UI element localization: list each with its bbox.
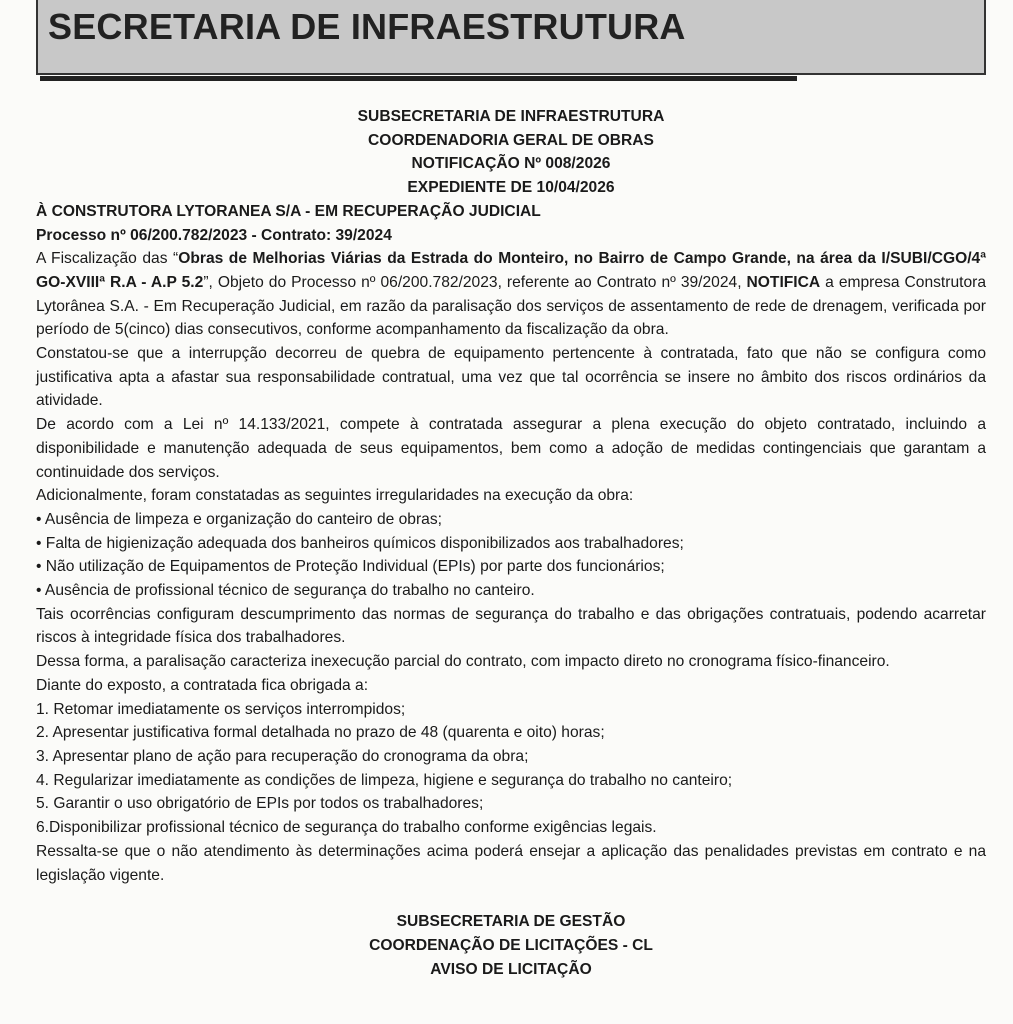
page-title: SECRETARIA DE INFRAESTRUTURA bbox=[48, 6, 686, 47]
list-item: 5. Garantir o uso obrigatório de EPIs por todos os trabalhadores; bbox=[36, 795, 484, 813]
list-item: 3. Apresentar plano de ação para recuperação do cronograma da obra; bbox=[36, 747, 529, 765]
expediente-date: EXPEDIENTE DE 10/04/2026 bbox=[407, 179, 615, 197]
p1-text-c: ”, Objeto do Processo nº 06/200.782/2023, referente ao Contrato nº 39/2024, bbox=[203, 273, 747, 291]
list-item: 2. Apresentar justificativa formal detalhada no prazo de 48 (quarenta e oito) horas; bbox=[36, 724, 605, 742]
subsecretaria-heading: SUBSECRETARIA DE INFRAESTRUTURA bbox=[357, 108, 665, 125]
paragraph-tais: Tais ocorrências configuram descumprimento das normas de segurança do trabalho e das obrigações contratuais, podendo acarretar riscos à integridade física dos trabalhadores. bbox=[36, 605, 986, 647]
list-item: 4. Regularizar imediatamente as condições de limpeza, higiene e segurança do trabalho no canteiro; bbox=[36, 771, 733, 789]
header-underline bbox=[40, 76, 797, 81]
aviso-heading: AVISO DE LICITAÇÃO bbox=[430, 960, 592, 978]
list-item: • Ausência de profissional técnico de segurança do trabalho no canteiro. bbox=[36, 582, 535, 600]
paragraph-adicionalmente: Adicionalmente, foram constatadas as seguintes irregularidades na execução da obra: bbox=[36, 487, 634, 505]
p1-obra-name: Obras de Melhorias Viárias da Estrada do Monteiro, no Bairro de Campo Grande, na área da I/SUBI/CGO/4ª GO-XVIIIª R.A - A.P 5.2 bbox=[36, 250, 986, 291]
addressee: À CONSTRUTORA LYTORANEA S/A - EM RECUPERAÇÃO JUDICIAL bbox=[36, 202, 541, 220]
p1-text-a: A Fiscalização das “ bbox=[36, 250, 179, 268]
licitacoes-heading: COORDENAÇÃO DE LICITAÇÕES - CL bbox=[369, 936, 653, 954]
paragraph-constatou: Constatou-se que a interrupção decorreu de quebra de equipamento pertencente à contratada, fato que não se configura como justificativa apta a afastar sua responsabilidade contratual, uma vez que tal ocorrência se insere no âmbito dos riscos ordinários da atividade. bbox=[36, 345, 986, 410]
notificacao-number: NOTIFICAÇÃO Nº 008/2026 bbox=[411, 155, 611, 173]
paragraph-dessa-forma: Dessa forma, a paralisação caracteriza inexecução parcial do contrato, com impacto direto no cronograma físico-financeiro. bbox=[36, 653, 890, 671]
paragraph-fiscalizacao bbox=[36, 247, 986, 342]
header-box bbox=[36, 0, 986, 75]
paragraph-diante: Diante do exposto, a contratada fica obrigada a: bbox=[36, 676, 369, 694]
p1-notifica: NOTIFICA bbox=[746, 273, 821, 291]
section-gap bbox=[36, 887, 986, 910]
list-item: • Falta de higienização adequada dos banheiros químicos disponibilizados aos trabalhadores; bbox=[36, 534, 684, 552]
paragraph-lei: De acordo com a Lei nº 14.133/2021, compete à contratada assegurar a plena execução do objeto contratado, incluindo a disponibilidade e manutenção adequada de seus equipamentos, bem como a adoção de medidas contingenciais que garantam a continuidade dos serviços. bbox=[36, 416, 986, 481]
list-item: • Não utilização de Equipamentos de Proteção Individual (EPIs) por parte dos funcionários; bbox=[36, 558, 665, 576]
process-number: Processo nº 06/200.782/2023 - Contrato: 39/2024 bbox=[36, 226, 392, 244]
list-item: 6.Disponibilizar profissional técnico de segurança do trabalho conforme exigências legais. bbox=[36, 819, 657, 837]
list-item: • Ausência de limpeza e organização do canteiro de obras; bbox=[36, 510, 442, 528]
notice-body bbox=[36, 105, 986, 981]
paragraph-ressalta: Ressalta-se que o não atendimento às determinações acima poderá ensejar a aplicação das penalidades previstas em contrato e na legislação vigente. bbox=[36, 842, 986, 884]
gestao-heading: SUBSECRETARIA DE GESTÃO bbox=[396, 913, 626, 931]
p1-text-e: a empresa Construtora Lytorânea S.A. - Em Recuperação Judicial, em razão da paralisação dos serviços de assentamento de rede de drenagem, verificada por período de 5(cinco) dias consecutivos, conforme acompanhamento da fiscalização da obra. bbox=[36, 273, 986, 339]
coordenadoria-heading: COORDENADORIA GERAL DE OBRAS bbox=[368, 131, 654, 149]
list-item: 1. Retomar imediatamente os serviços interrompidos; bbox=[36, 700, 406, 718]
